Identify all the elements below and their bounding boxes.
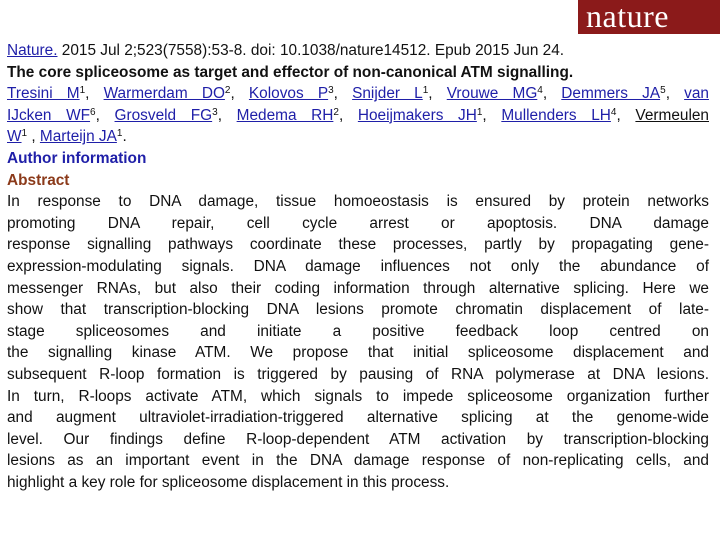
author-affiliation: 1 [422, 85, 429, 97]
citation-details: 2015 Jul 2;523(7558):53-8. doi: 10.1038/nature14512. Epub 2015 Jun 24. [57, 42, 565, 59]
author-link[interactable]: Tresini M [7, 85, 80, 103]
author-link[interactable]: Vrouwe MG [446, 85, 538, 103]
author-affiliation: 1 [21, 128, 28, 140]
abstract-line: messenger RNAs, but also their coding information through alternative splicing. Here we [7, 279, 709, 297]
author-link-w[interactable]: W [7, 128, 22, 146]
journal-link[interactable]: Nature. [7, 42, 58, 59]
author-affiliation: 6 [90, 106, 96, 118]
author-affiliation: 5 [660, 85, 666, 97]
abstract-line: lesions as an important event in the DNA damage response of non-replicating cells, and [7, 452, 709, 470]
author-link[interactable]: Demmers JA [561, 85, 661, 103]
abstract-line: In response to DNA damage, tissue homoeostasis is ensured by protein networks [7, 193, 709, 211]
abstract-line: response signalling pathways coordinate these processes, partly by propagating gene- [7, 236, 709, 254]
author-link-van-part1[interactable]: van [684, 85, 709, 103]
author-link[interactable]: Mullenders LH [501, 106, 611, 124]
abstract-line: stage spliceosomes and initiate a positive feedback loop centred on [7, 322, 709, 340]
author-affiliation: 3 [212, 106, 218, 118]
author-link[interactable]: Snijder L [352, 85, 423, 103]
abstract-line: promoting DNA repair, cell cycle arrest or apoptosis. DNA damage [7, 214, 709, 232]
author-affiliation: 3 [328, 85, 334, 97]
abstract-line: subsequent R-loop formation is triggered by pausing of RNA polymerase at DNA lesions. [7, 365, 709, 383]
author-affiliation: 4 [537, 85, 543, 97]
author-link[interactable]: Hoeijmakers JH [357, 106, 477, 124]
author-affiliation: 4 [610, 106, 617, 118]
author-affiliation: 2 [224, 85, 231, 97]
author-affiliation: 2 [333, 106, 339, 118]
article-title: The core spliceosome as target and effector of non-canonical ATM signalling. [7, 63, 574, 81]
author-link[interactable]: Kolovos P [248, 85, 329, 103]
citation-line [7, 40, 709, 62]
author-affiliation: 1 [116, 128, 123, 140]
abstract-line: show that transcription-blocking DNA lesions promote chromatin displacement of late- [7, 301, 709, 319]
nature-logo: nature [578, 0, 720, 34]
article-record [7, 40, 709, 493]
abstract-line: level. Our findings define R-loop-dependent ATM activation by transcription-blocking [7, 430, 709, 448]
abstract-line: expression-modulating signals. DNA damage influences not only the abundance of [7, 257, 709, 275]
author-line-2: IJcken $WF^6$, Grosveld $FG^3$, Medema $RH^2$, Hoeijmakers $JH^1$, Mullenders $LH^4$, Vermeulen [7, 106, 709, 124]
author-line-1: Tresini $M^1$, Warmerdam $DO^2$, Kolovos $P^3$, Snijder $L^1$, Vrouwe $MG^4$, Demmers $JA^5$, van [7, 85, 709, 103]
author-affiliation: 1 [79, 85, 86, 97]
author-link[interactable]: Medema RH [236, 106, 334, 124]
author-link[interactable]: Grosveld FG [114, 106, 213, 124]
abstract-line: and augment ultraviolet-irradiation-triggered alternative splicing at the genome-wide [7, 409, 709, 427]
author-vermeulen-first[interactable]: Vermeulen [635, 106, 709, 124]
author-link[interactable]: Warmerdam DO [103, 85, 225, 103]
author-link-van-part2[interactable]: IJcken WF [7, 106, 91, 124]
abstract-line: In turn, R-loops activate ATM, which signals to impede spliceosome organization further [7, 387, 709, 405]
abstract-text [7, 191, 709, 493]
author-affiliation: 1 [476, 106, 483, 118]
author-line-3: $W^1$ , Marteijn $JA^1$. [7, 128, 127, 146]
abstract-heading: Abstract [7, 171, 70, 189]
author-link[interactable]: Marteijn JA [39, 128, 117, 146]
abstract-line: highlight a key role for spliceosome displacement in this process. [7, 473, 450, 491]
author-information-toggle[interactable]: Author information [7, 149, 147, 167]
abstract-line: the signalling kinase ATM. We propose that initial spliceosome displacement and [7, 344, 709, 362]
